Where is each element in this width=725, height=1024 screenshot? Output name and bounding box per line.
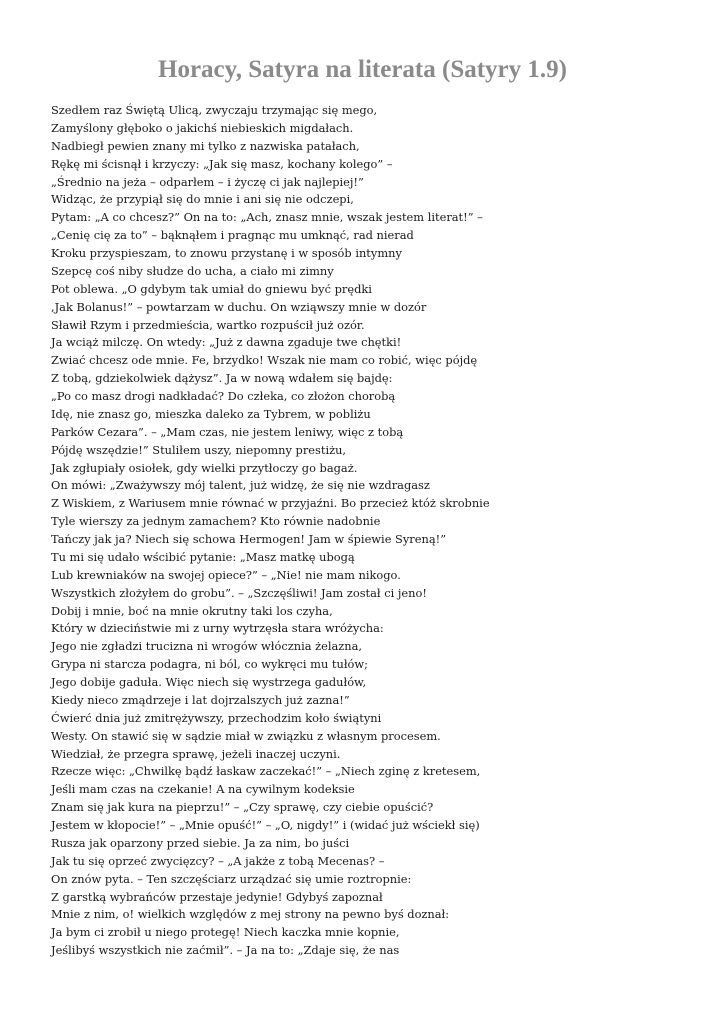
poem-line: Kroku przyspieszam, to znowu przystanę i w sposób intymny: [51, 246, 402, 260]
poem-line: On mówi: „Zważywszy mój talent, już widzę, że się nie wzdragasz: [51, 478, 430, 493]
poem-line: Tańczy jak ja? Niech się schowa Hermogen! Jam w śpiewie Syreną!”: [51, 532, 447, 546]
poem-line: Jeśli mam czas na czekanie! A na cywilnym kodeksie: [51, 782, 355, 797]
poem-line: Nadbiegł pewien znany mi tylko z nazwiska patałach,: [51, 138, 360, 153]
poem-line: Jak zgłupiały osiołek, gdy wielki przytłoczy go bagaż.: [51, 460, 358, 475]
poem-line: Zamyślony głęboko o jakichś niebieskich migdałach.: [51, 120, 354, 135]
poem-line: Mnie z nim, o! wielkich względów z mej strony na pewno byś doznał:: [51, 907, 450, 922]
poem-line: Szepcę coś niby słudze do ucha, a ciało mi zimny: [51, 263, 334, 278]
poem-line: Jego dobije gaduła. Więc niech się wystrzega gadułów,: [51, 675, 367, 689]
document-title: Horacy, Satyra na literata (Satyry 1.9): [158, 56, 567, 83]
poem-line: „Cenię cię za to” – bąknąłem i pragnąc mu umknąć, rad nierad: [51, 228, 414, 243]
poem-line: Wiedział, że przegra sprawę, jeżeli inaczej uczyni.: [51, 746, 341, 761]
poem-line: Ćwierć dnia już zmitrężywszy, przechodzim koło świątyni: [51, 710, 382, 725]
poem-line: Z tobą, gdziekolwiek dążysz”. Ja w nową wdałem się bajdę:: [51, 371, 393, 386]
poem-line: Widząc, że przypiął się do mnie i ani się nie odczepi,: [51, 192, 354, 207]
poem-line: Idę, nie znasz go, mieszka daleko za Tybrem, w pobliżu: [51, 406, 371, 421]
poem-line: Szedłem raz Świętą Ulicą, zwyczaju trzymając się mego,: [51, 103, 378, 117]
poem-line: Sławił Rzym i przedmieścia, wartko rozpuścił już ozór.: [51, 317, 365, 332]
poem-line: Jeślibyś wszystkich nie zaćmił”. – Ja na to: „Zdaje się, że nas: [51, 943, 400, 958]
poem-line: Jestem w kłopocie!” – „Mnie opuść!” – „O, nigdy!” i (widać już wściekł się): [51, 818, 480, 832]
poem-line: ,Jak Bolanus!” – powtarzam w duchu. On wziąwszy mnie w dozór: [51, 299, 427, 314]
poem-line: Z Wiskiem, z Wariusem mnie równać w przyjaźni. Bo przecież któż skrobnie: [51, 496, 490, 511]
poem-line: Grypa ni starcza podagra, ni ból, co wykręci mu tułów;: [51, 657, 368, 672]
poem-line: Który w dzieciństwie mi z urny wytrzęsła stara wróżycha:: [51, 621, 384, 636]
poem-line: On znów pyta. – Ten szczęściarz urządzać się umie roztropnie:: [51, 871, 412, 886]
poem-line: Wszystkich złożyłem do grobu”. – „Szczęśliwi! Jam został ci jeno!: [51, 585, 427, 600]
poem-line: Z garstką wybrańców przestaje jedynie! Gdybyś zapoznał: [51, 889, 383, 904]
poem-text: [51, 102, 711, 960]
poem-line: Ja bym ci zrobił u niego protegę! Niech kaczka mnie kopnie,: [51, 925, 400, 940]
poem-line: Pójdę wszędzie!” Stuliłem uszy, niepomny prestiżu,: [51, 442, 347, 457]
poem-line: „Średnio na jeża – odparłem – i życzę ci jak najlepiej!”: [51, 174, 364, 189]
poem-line: Tyle wierszy za jednym zamachem? Kto równie nadobnie: [51, 514, 381, 529]
poem-line: Westy. On stawić się w sądzie miał w związku z własnym procesem.: [51, 728, 441, 743]
poem-line: Pytam: „A co chcesz?” On na to: „Ach, znasz mnie, wszak jestem literat!” –: [51, 210, 483, 225]
poem-line: Jak tu się oprzeć zwycięzcy? – „A jakże z tobą Mecenas? –: [51, 853, 385, 868]
poem-line: Znam się jak kura na pieprzu!” – „Czy sprawę, czy ciebie opuścić?: [51, 800, 434, 815]
poem-line: „Po co masz drogi nadkładać? Do człeka, co złożon chorobą: [51, 389, 396, 403]
poem-line: Rękę mi ścisnął i krzyczy: „Jak się masz, kochany kolego” –: [51, 156, 393, 171]
poem-line: Zwiać chcesz ode mnie. Fe, brzydko! Wszak nie mam co robić, więc pójdę: [51, 353, 478, 368]
poem-line: Tu mi się udało wścibić pytanie: „Masz matkę ubogą: [51, 549, 355, 564]
poem-line: Pot oblewa. „O gdybym tak umiał do gniewu być prędki: [51, 281, 372, 296]
poem-line: Parków Cezara”. – „Mam czas, nie jestem leniwy, więc z tobą: [51, 424, 404, 439]
poem-line: Kiedy nieco zmądrzeje i lat dojrzalszych już zazna!”: [51, 692, 350, 707]
poem-line: Lub krewniaków na swojej opiece?” – „Nie! nie mam nikogo.: [51, 567, 401, 582]
poem-line: Rusza jak oparzony przed siebie. Ja za nim, bo juści: [51, 835, 350, 850]
poem-line: Jego nie zgładzi trucizna ni wrogów włócznia żelazna,: [51, 639, 363, 654]
poem-line: Ja wciąż milczę. On wtedy: „Już z dawna zgaduje twe chętki!: [51, 335, 402, 350]
poem-line: Dobij i mnie, boć na mnie okrutny taki los czyha,: [51, 603, 333, 618]
poem-line: Rzecze więc: „Chwilkę bądź łaskaw zaczekać!” – „Niech zginę z kretesem,: [51, 764, 481, 779]
